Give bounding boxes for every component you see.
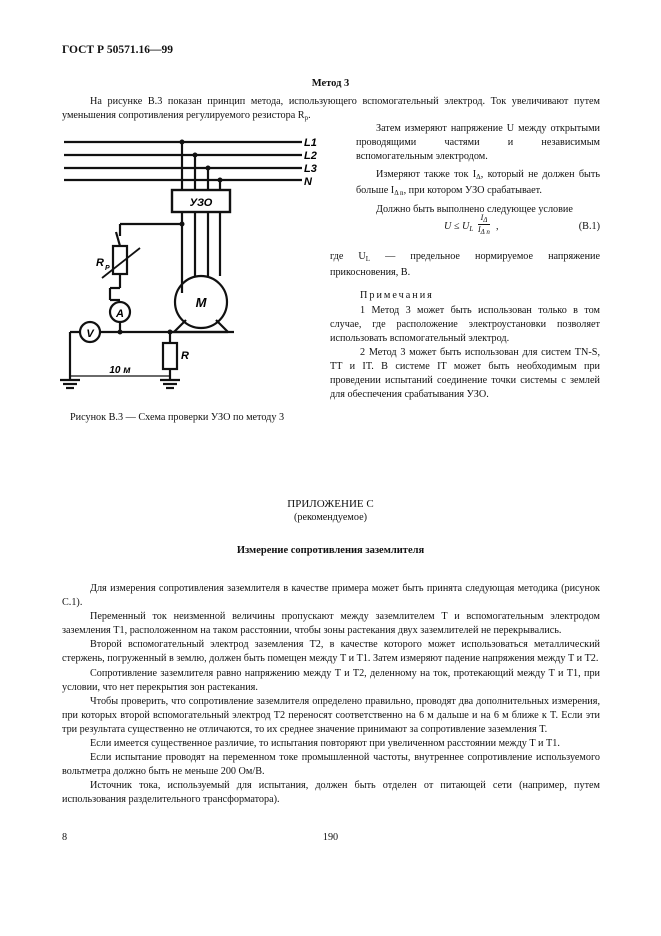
label-ammeter: A [116, 308, 124, 320]
figure-caption: Рисунок В.3 — Схема проверки УЗО по методу 3 [70, 412, 285, 423]
paragraph-voltage: Затем измеряют напряжение U между открытыми проводящими частями и независимым вспомогательным электродом. [356, 123, 600, 163]
appendix-heading: Измерение сопротивления заземлителя [236, 545, 425, 556]
page-number-center: 190 [322, 832, 339, 843]
label-l1: L1 [304, 137, 317, 149]
label-rp: R [96, 257, 104, 269]
document-code: ГОСТ Р 50571.16—99 [62, 44, 173, 56]
body-paragraph: Источник тока, используемый для испытания, должен быть отделен от питающей сети (например, путем использования разделительного трансформатора). [62, 780, 600, 806]
circuit-diagram [62, 128, 332, 398]
method-right-column [356, 122, 600, 220]
label-l3: L3 [304, 163, 317, 175]
paragraph-condition: Должно быть выполнено следующее условие [376, 204, 573, 216]
label-motor: M [195, 295, 207, 310]
notes-header: Примечания [360, 290, 434, 301]
body-paragraph: Если имеется существенное различие, то испытания повторяют при увеличенном расстоянии между T и T1. [90, 738, 560, 750]
note-item: 1 Метод 3 может быть использован только в том случае, где расположение электроустановки позволяет использовать вспомогательный электрод. [330, 305, 600, 344]
body-paragraph: Если испытание проводят на переменном токе промышленной частоты, внутреннее сопротивление используемого вольтметра должно быть не меньше 200 Ом/В. [62, 752, 600, 778]
page-number-left: 8 [62, 832, 68, 843]
label-resistor: R [181, 350, 189, 362]
body-paragraph: Для измерения сопротивления заземлителя в качестве примера может быть принята следующая методика (рисунок С.1). [62, 583, 600, 609]
formula-fraction: $\frac{I\Delta}{\text{IΔ n}}$ [478, 213, 490, 236]
formula-number: (В.1) [578, 221, 600, 232]
paragraph-current: Измеряют также ток IΔ, который не должен быть больше IΔ n, при котором УЗО срабатывает. [356, 168, 600, 197]
body-paragraph: Переменный ток неизменной величины пропускают между заземлителем T и вспомогательным электродом заземления T1, расположенном на таком расстоянии, чтобы зоны растекания двух заземлителей не перекрывались. [62, 611, 600, 637]
note-item: 2 Метод 3 может быть использован для систем TN-S, TT и IT. В системе IT может быть необходимым при проведении испытаний соединение точки системы с землей для обеспечения срабатывания УЗО. [330, 347, 600, 400]
notes-block [330, 289, 600, 402]
label-l2: L2 [304, 150, 317, 162]
appendix-body [62, 582, 600, 808]
body-paragraph: Чтобы проверить, что сопротивление заземлителя определено правильно, проводят два дополнительных измерения, при которых второй вспомогательный электрод T2 переносят соответственно на 6 м дальше и на 6 м ближе к T. Если эти три результата существенно не отличаются, то их среднее значение принимают за сопротивление заземления T. [62, 695, 600, 735]
label-rp-sub: P [105, 265, 110, 272]
formula-b1: U ≤ UL $\frac{I\Delta}{\text{IΔ n}}$ , (В.1) [444, 213, 600, 236]
formula-where: где UL — предельное нормируемое напряжение прикосновения, В. [330, 251, 600, 278]
label-distance: 10 м [109, 365, 131, 376]
body-paragraph: Второй вспомогательный электрод заземления T2, в качестве которого может использоваться металлический стержень, погруженный в землю, должен быть помещен между T и T1. Затем измеряют падение напряжения между T и T2. [62, 639, 600, 665]
label-rcd: УЗО [189, 197, 213, 209]
appendix-subtitle: (рекомендуемое) [293, 512, 367, 523]
body-paragraph: Сопротивление заземлителя равно напряжению между T и T2, деленному на ток, протекающий между T и T1, при условии, что нет перекрытия зон растекания. [62, 667, 600, 693]
method-title: Метод 3 [311, 78, 350, 89]
earth-resistor-r [163, 343, 177, 369]
label-n: N [304, 176, 312, 188]
appendix-title: ПРИЛОЖЕНИЕ С [287, 498, 374, 510]
label-voltmeter: V [86, 328, 94, 340]
intro-paragraph: На рисунке В.3 показан принцип метода, использующего вспомогательный электрод. Ток увеличивают путем уменьшения сопротивления регулируемого резистора Rp. [62, 96, 600, 122]
